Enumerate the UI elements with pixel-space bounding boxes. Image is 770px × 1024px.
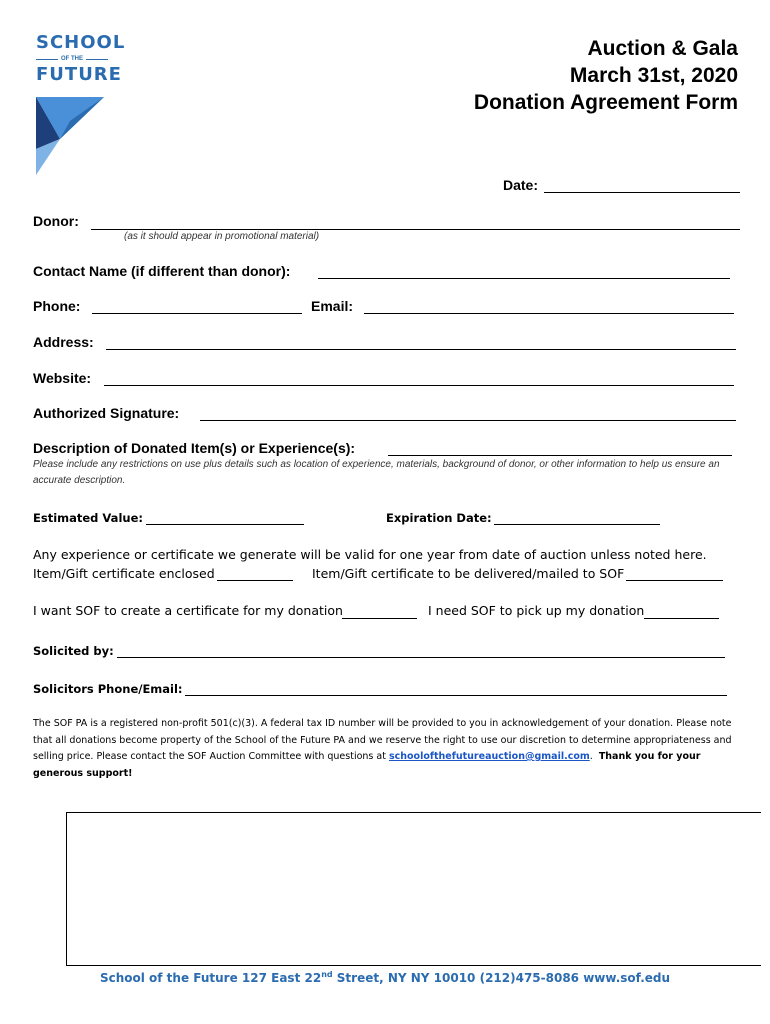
phone-label: Phone: (33, 298, 81, 314)
school-logo (36, 32, 126, 178)
pickup-field[interactable] (644, 618, 719, 619)
create-certificate-label: I want SOF to create a certificate for my donation (33, 603, 343, 618)
donor-note: (as it should appear in promotional material) (124, 231, 320, 242)
logo-flag-icon (36, 91, 108, 177)
logo-word-of-the: OF THE (61, 56, 83, 62)
solicited-by-label: Solicited by: (33, 644, 114, 658)
address-field[interactable] (106, 349, 736, 350)
contact-field[interactable] (318, 278, 730, 279)
date-label: Date: (503, 177, 539, 193)
footer-pre: School of the Future 127 East 22 (99, 971, 322, 985)
logo-divider-right (86, 59, 108, 60)
solicitor-phone-field[interactable] (185, 695, 727, 696)
title-date: March 31st, 2020 (569, 64, 738, 87)
enclosed-field[interactable] (217, 580, 293, 581)
solicited-by-field[interactable] (117, 657, 725, 658)
description-label: Description of Donated Item(s) or Experience(s): (33, 440, 356, 456)
website-field[interactable] (104, 385, 734, 386)
title-form-name: Donation Agreement Form (473, 91, 738, 114)
thank-you-text: Thank you for your generous support! (33, 751, 701, 779)
website-label: Website: (33, 370, 92, 386)
footer-post: Street, NY NY 10010 (212)475-8086 www.sof.edu (332, 971, 671, 985)
mailed-field[interactable] (626, 580, 723, 581)
donor-field[interactable] (91, 229, 740, 230)
mailed-label: Item/Gift certificate to be delivered/mailed to SOF (312, 566, 625, 581)
fine-print-text: The SOF PA is a registered non-profit 501(c)(3). A federal tax ID number will be provided to you in acknowledgement of your donation. Please note that all donations become property of the School of the Future PA and we reserve the right to use our discretion to determine appropriateness and selling price. Please contact the SOF Auction Committee with questions at (33, 718, 732, 762)
contact-label: Contact Name (if different than donor): (33, 263, 291, 279)
expiration-date-label: Expiration Date: (386, 511, 492, 525)
address-label: Address: (33, 334, 94, 350)
create-certificate-field[interactable] (342, 618, 417, 619)
solicitor-phone-label: Solicitors Phone/Email: (33, 682, 183, 696)
footer-address (0, 970, 770, 985)
expiration-date-field[interactable] (494, 524, 660, 525)
auction-email-link[interactable]: schoolofthefutureauction@gmail.com (388, 751, 590, 762)
description-field[interactable] (388, 455, 732, 456)
email-label: Email: (311, 298, 354, 314)
pickup-label: I need SOF to pick up my donation (428, 603, 645, 618)
fine-print: The SOF PA is a registered non-profit 501(c)(3). A federal tax ID number will be provided to you in acknowledgement of your donation. Please note that all donations become property of the School of the Future PA and we reserve the right to use our discretion to determine appropriateness and selling price. Please contact the SOF Auction Committee with questions at schoolofthefutureauction@gmail.com. Thank you for your generous support! (33, 718, 732, 779)
validity-text: Any experience or certificate we generate will be valid for one year from date of auction unless noted here. (33, 547, 707, 562)
logo-word-school: SCHOOL (36, 32, 126, 53)
email-field[interactable] (364, 313, 734, 314)
estimated-value-field[interactable] (146, 524, 304, 525)
signature-field[interactable] (200, 420, 736, 421)
title-event: Auction & Gala (587, 37, 738, 60)
description-note: Please include any restrictions on use plus details such as location of experience, materials, background of donor, or other information to help us ensure an accurate description. (33, 459, 720, 486)
logo-word-future: FUTURE (36, 64, 122, 85)
notes-box[interactable] (66, 812, 761, 966)
donor-label: Donor: (33, 213, 79, 229)
signature-label: Authorized Signature: (33, 405, 180, 421)
form-title (474, 35, 738, 116)
estimated-value-label: Estimated Value: (33, 511, 143, 525)
date-field[interactable] (544, 192, 740, 193)
phone-field[interactable] (92, 313, 302, 314)
enclosed-label: Item/Gift certificate enclosed (33, 566, 215, 581)
footer-sup: nd (321, 970, 333, 979)
